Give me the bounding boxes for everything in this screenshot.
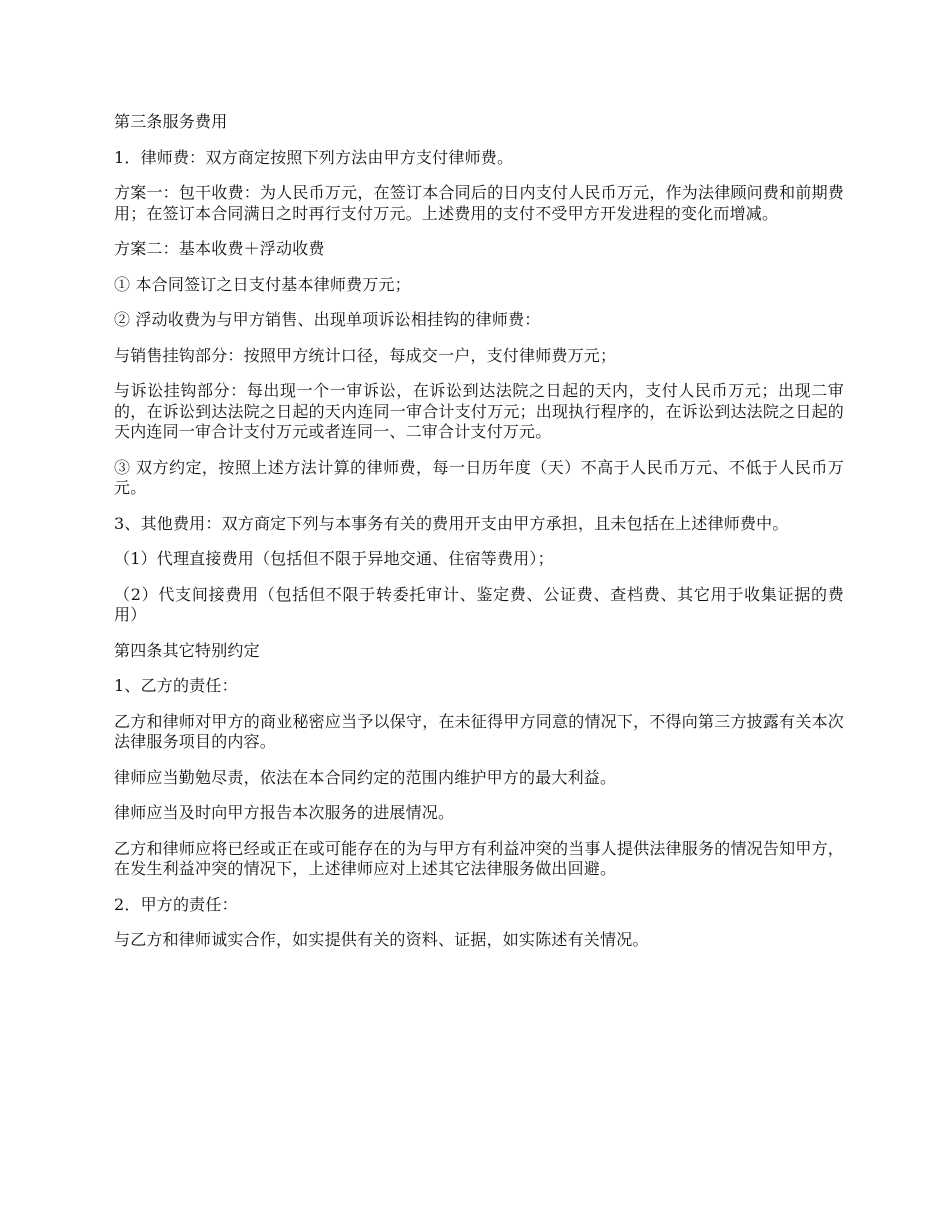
- paragraph-item-1: ① 本合同签订之日支付基本律师费万元；: [114, 274, 411, 294]
- paragraph-conflict-of-interest: 乙方和律师应将已经或正在或可能存在的为与甲方有利益冲突的当事人提供法律服务的情况告知甲方，在发生利益冲突的情况下，上述律师应对上述其它法律服务做出回避。: [114, 838, 844, 878]
- paragraph-other-fees: 3、其他费用：双方商定下列与本事务有关的费用开支由甲方承担，且未包括在上述律师费中。: [114, 513, 789, 533]
- paragraph-plan-two: 方案二：基本收费＋浮动收费: [114, 239, 325, 258]
- section-heading-4: 第四条其它特别约定: [114, 640, 260, 660]
- paragraph-party-b-duties: 1、乙方的责任：: [114, 676, 238, 695]
- paragraph-diligence: 律师应当勤勉尽责，依法在本合同约定的范围内维护甲方的最大利益。: [114, 767, 617, 787]
- paragraph-sales-linked: 与销售挂钩部分：按照甲方统计口径，每成交一户，支付律师费万元；: [114, 345, 617, 365]
- paragraph-item-2: ② 浮动收费为与甲方销售、出现单项诉讼相挂钩的律师费：: [114, 310, 541, 329]
- paragraph-plan-one: 方案一：包干收费：为人民币万元，在签订本合同后的日内支付人民币万元，作为法律顾问费和前期费用；在签订本合同满日之时再行支付万元。上述费用的支付不受甲方开发进程的变化而增减。: [114, 183, 844, 223]
- document-body: [114, 112, 844, 966]
- paragraph-litigation-linked: 与诉讼挂钩部分：每出现一个一审诉讼，在诉讼到达法院之日起的天内，支付人民币万元；出现二审的，在诉讼到达法院之日起的天内连同一审合计支付万元；出现执行程序的，在诉讼到达法院之日起的天内连同一审合计支付万元或者连同一、二审合计支付万元。: [114, 381, 844, 441]
- paragraph-item-3: ③ 双方约定，按照上述方法计算的律师费，每一日历年度（天）不高于人民币万元、不低于人民币万元。: [114, 457, 844, 497]
- paragraph-reporting: 律师应当及时向甲方报告本次服务的进展情况。: [114, 803, 455, 822]
- section-heading-3: 第三条服务费用: [114, 112, 228, 131]
- paragraph-direct-costs: （1）代理直接费用（包括但不限于异地交通、住宿等费用）；: [114, 549, 554, 568]
- paragraph-indirect-costs: （2）代支间接费用（包括但不限于转委托审计、鉴定费、公证费、查档费、其它用于收集证据的费用）: [114, 584, 844, 624]
- paragraph-party-a-duties: 2．甲方的责任：: [114, 894, 238, 914]
- paragraph-cooperation: 与乙方和律师诚实合作，如实提供有关的资料、证据，如实陈述有关情况。: [114, 930, 649, 949]
- paragraph-lawyer-fee: 1．律师费：双方商定按照下列方法由甲方支付律师费。: [114, 147, 514, 167]
- paragraph-confidentiality: 乙方和律师对甲方的商业秘密应当予以保守，在未征得甲方同意的情况下，不得向第三方披露有关本次法律服务项目的内容。: [114, 711, 844, 751]
